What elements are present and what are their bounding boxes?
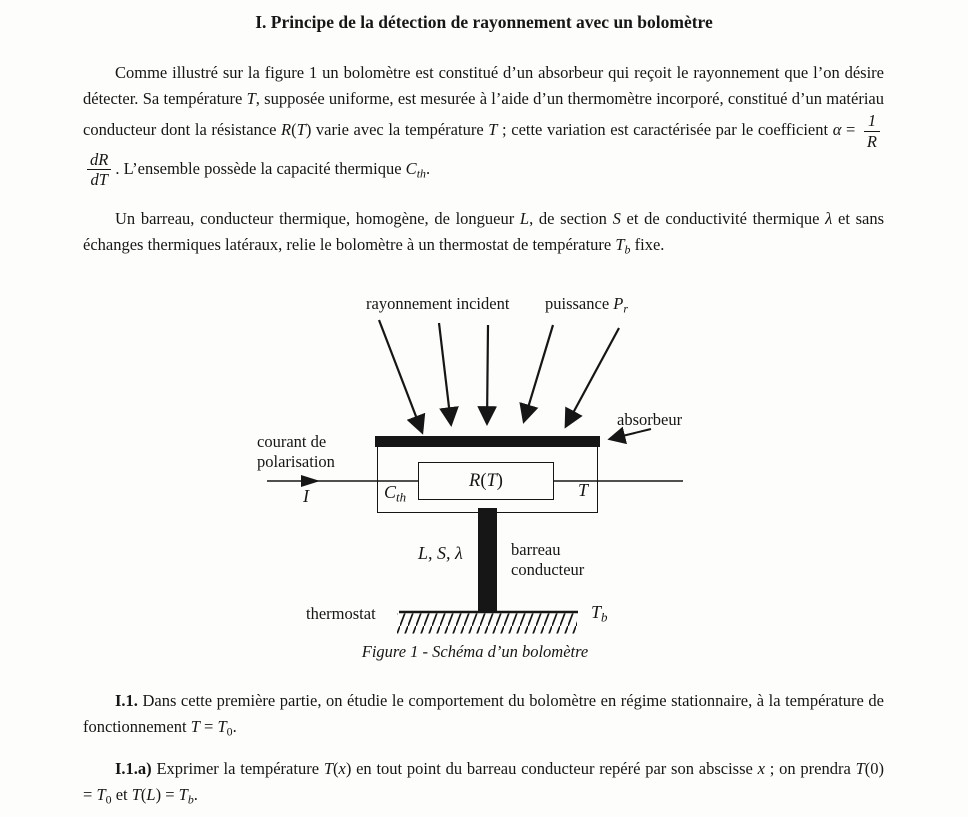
text-segment: . [232, 717, 237, 736]
text-segment: ) en tout point du barreau conducteur repéré par son abscisse [345, 759, 758, 778]
incident-radiation-arrows [379, 320, 619, 432]
text-segment: et de conductivité thermique [620, 209, 826, 228]
paragraph-intro [83, 60, 884, 189]
text-segment: S [612, 209, 621, 228]
text-segment: , supposée uniforme, est mesurée à l’aide d’un thermomètre incorporé, constitué d’un matériau conducteur dont la résistance [83, 89, 884, 140]
text-segment: . L’ensemble possède la capacité thermique [115, 158, 406, 178]
text-segment: α [832, 120, 842, 140]
text-segment: R [281, 120, 292, 140]
text-segment: b [187, 792, 194, 807]
text-segment: . [193, 785, 198, 804]
label-barreau-line2: conducteur [511, 560, 585, 579]
text-segment: T [217, 717, 227, 736]
text-segment: T [486, 470, 497, 491]
text-segment: Dans cette première partie, on étudie le comportement du bolomètre en régime stationnaire, à la température de fonctionnement [83, 691, 884, 736]
text-segment: Un barreau, conducteur thermique, homogène, de longueur [115, 209, 520, 228]
absorber-pointer-arrow [610, 429, 651, 439]
text-segment: ( [333, 759, 339, 778]
text-segment: T [131, 785, 141, 804]
resistance-box [418, 462, 554, 500]
label-bar-properties: L, S, λ [418, 543, 463, 563]
text-segment: th [416, 166, 426, 181]
label-courant-line2: polarisation [257, 452, 335, 471]
text-segment: . [425, 158, 431, 178]
text-segment: r [623, 301, 628, 316]
label-barreau-line1: barreau [511, 540, 561, 559]
text-segment: ; on prendra [764, 759, 856, 778]
label-absorbeur: absorbeur [617, 410, 683, 429]
text-segment: C [384, 482, 397, 502]
text-segment: λ [825, 209, 833, 228]
text-segment: b [624, 242, 631, 257]
text-segment: fixe. [630, 235, 665, 254]
label-courant-line1: courant de [257, 432, 327, 451]
label-barreau-conducteur [511, 540, 584, 580]
text-segment: ( [480, 470, 487, 491]
text-segment: C [405, 158, 417, 178]
text-segment: T [855, 759, 865, 778]
text-segment: 0 [226, 724, 233, 739]
text-segment: = [199, 717, 218, 736]
text-segment: T [96, 785, 106, 804]
absorber-bar [375, 436, 600, 447]
text-segment: ) [496, 470, 503, 491]
label-rayonnement-incident: rayonnement incident [366, 294, 510, 313]
text-segment: ) = [155, 785, 179, 804]
text-segment: 0 [105, 792, 112, 807]
text-segment: (0) = [83, 759, 884, 804]
text-segment: ( [140, 785, 147, 804]
conductor-bar [478, 508, 497, 613]
text-segment: et sans échanges thermiques latéraux, relie le bolomètre à un thermostat de température [83, 209, 885, 254]
paragraph-question-I1a [83, 756, 884, 808]
thermostat-ground [397, 612, 578, 634]
text-segment: R [469, 470, 481, 491]
text-segment: T [246, 89, 256, 108]
text-segment: T [591, 602, 602, 622]
text-segment: Comme illustré sur la figure 1 un bolomètre est constitué d’un absorbeur qui reçoit le rayonnement que l’on désire détecter. Sa température [83, 63, 884, 108]
label-thermostat: thermostat [306, 604, 376, 623]
text-segment: et [111, 785, 132, 804]
section-title: I. Principe de la détection de rayonnement avec un bolomètre [255, 12, 713, 32]
text-segment: I.1. [115, 691, 138, 710]
text-segment: x [757, 759, 765, 778]
label-heat-capacity-cth [384, 482, 407, 505]
label-current-I: I [303, 486, 309, 506]
text-segment: T [488, 120, 498, 140]
text-segment: Exprimer la température [151, 759, 324, 778]
text-segment: T [296, 120, 306, 140]
label-resistance-rt [469, 471, 503, 492]
text-segment: b [601, 609, 608, 625]
figure-bolometer-schematic [0, 290, 968, 675]
paragraph-barreau [83, 206, 884, 258]
text-segment: = [841, 120, 860, 140]
text-segment: ; cette variation est caractérisée par le coefficient [497, 120, 833, 140]
text-segment: P [613, 294, 624, 313]
text-segment: T [615, 235, 625, 254]
text-segment: T [190, 717, 200, 736]
text-segment: I.1.a) [115, 759, 152, 778]
text-segment: puissance [545, 294, 614, 313]
label-temperature-T: T [578, 480, 589, 500]
text-segment: T [323, 759, 333, 778]
text-segment: L [519, 209, 530, 228]
text-segment: $\frac{dR}{dT}$ [87, 151, 111, 190]
text-segment: ( [291, 120, 297, 140]
label-courant-polarisation [257, 432, 335, 472]
text-segment: T [178, 785, 188, 804]
label-puissance-pr [545, 294, 628, 314]
paragraph-question-I1 [83, 688, 884, 740]
text-segment: ) varie avec la température [305, 120, 489, 140]
figure-caption: Figure 1 - Schéma d’un bolomètre [361, 642, 589, 661]
text-segment: x [338, 759, 346, 778]
text-segment: , de section [529, 209, 613, 228]
text-segment: th [396, 489, 407, 505]
text-segment: L [146, 785, 156, 804]
label-thermostat-temp-tb [591, 602, 608, 625]
text-segment: $\frac{1}{R}$ [864, 112, 880, 151]
